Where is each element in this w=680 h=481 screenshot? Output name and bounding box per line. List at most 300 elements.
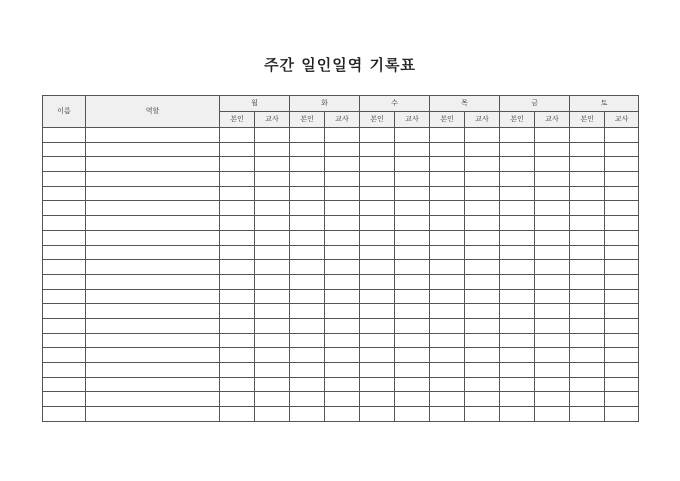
self-check-cell[interactable] bbox=[220, 363, 255, 378]
self-check-cell[interactable] bbox=[290, 318, 325, 333]
teacher-check-cell[interactable] bbox=[325, 201, 360, 216]
self-check-cell[interactable] bbox=[500, 260, 535, 275]
self-check-cell[interactable] bbox=[220, 230, 255, 245]
self-check-cell[interactable] bbox=[570, 274, 605, 289]
teacher-check-cell[interactable] bbox=[605, 333, 639, 348]
teacher-check-cell[interactable] bbox=[395, 157, 430, 172]
name-cell[interactable] bbox=[43, 363, 86, 378]
teacher-check-cell[interactable] bbox=[255, 407, 290, 422]
teacher-check-cell[interactable] bbox=[605, 245, 639, 260]
name-cell[interactable] bbox=[43, 260, 86, 275]
teacher-check-cell[interactable] bbox=[255, 260, 290, 275]
self-check-cell[interactable] bbox=[360, 186, 395, 201]
teacher-check-cell[interactable] bbox=[395, 407, 430, 422]
teacher-check-cell[interactable] bbox=[465, 289, 500, 304]
role-cell[interactable] bbox=[86, 201, 220, 216]
self-check-cell[interactable] bbox=[360, 348, 395, 363]
teacher-check-cell[interactable] bbox=[255, 392, 290, 407]
teacher-check-cell[interactable] bbox=[255, 274, 290, 289]
self-check-cell[interactable] bbox=[290, 304, 325, 319]
self-check-cell[interactable] bbox=[570, 289, 605, 304]
teacher-check-cell[interactable] bbox=[325, 377, 360, 392]
self-check-cell[interactable] bbox=[430, 201, 465, 216]
teacher-check-cell[interactable] bbox=[395, 230, 430, 245]
self-check-cell[interactable] bbox=[500, 186, 535, 201]
subheader-teacher: 교사 bbox=[255, 112, 290, 128]
teacher-check-cell[interactable] bbox=[605, 260, 639, 275]
name-cell[interactable] bbox=[43, 304, 86, 319]
teacher-check-cell[interactable] bbox=[605, 157, 639, 172]
self-check-cell[interactable] bbox=[360, 172, 395, 187]
self-check-cell[interactable] bbox=[430, 392, 465, 407]
self-check-cell[interactable] bbox=[570, 363, 605, 378]
self-check-cell[interactable] bbox=[430, 128, 465, 143]
teacher-check-cell[interactable] bbox=[395, 377, 430, 392]
teacher-check-cell[interactable] bbox=[535, 230, 570, 245]
role-cell[interactable] bbox=[86, 407, 220, 422]
teacher-check-cell[interactable] bbox=[535, 348, 570, 363]
teacher-check-cell[interactable] bbox=[605, 304, 639, 319]
teacher-check-cell[interactable] bbox=[465, 407, 500, 422]
self-check-cell[interactable] bbox=[570, 157, 605, 172]
role-cell[interactable] bbox=[86, 348, 220, 363]
teacher-check-cell[interactable] bbox=[325, 216, 360, 231]
table-row bbox=[43, 333, 639, 348]
teacher-check-cell[interactable] bbox=[255, 363, 290, 378]
teacher-check-cell[interactable] bbox=[255, 216, 290, 231]
teacher-check-cell[interactable] bbox=[535, 289, 570, 304]
teacher-check-cell[interactable] bbox=[325, 333, 360, 348]
name-cell[interactable] bbox=[43, 392, 86, 407]
teacher-check-cell[interactable] bbox=[605, 172, 639, 187]
teacher-check-cell[interactable] bbox=[535, 172, 570, 187]
self-check-cell[interactable] bbox=[500, 407, 535, 422]
self-check-cell[interactable] bbox=[500, 245, 535, 260]
teacher-check-cell[interactable] bbox=[395, 201, 430, 216]
self-check-cell[interactable] bbox=[290, 230, 325, 245]
self-check-cell[interactable] bbox=[290, 260, 325, 275]
self-check-cell[interactable] bbox=[570, 260, 605, 275]
table-row bbox=[43, 392, 639, 407]
role-cell[interactable] bbox=[86, 289, 220, 304]
teacher-check-cell[interactable] bbox=[535, 377, 570, 392]
teacher-check-cell[interactable] bbox=[465, 318, 500, 333]
self-check-cell[interactable] bbox=[360, 230, 395, 245]
self-check-cell[interactable] bbox=[430, 377, 465, 392]
name-cell[interactable] bbox=[43, 377, 86, 392]
teacher-check-cell[interactable] bbox=[325, 128, 360, 143]
self-check-cell[interactable] bbox=[220, 377, 255, 392]
teacher-check-cell[interactable] bbox=[605, 392, 639, 407]
teacher-check-cell[interactable] bbox=[465, 230, 500, 245]
self-check-cell[interactable] bbox=[570, 318, 605, 333]
self-check-cell[interactable] bbox=[220, 216, 255, 231]
self-check-cell[interactable] bbox=[360, 363, 395, 378]
self-check-cell[interactable] bbox=[500, 157, 535, 172]
teacher-check-cell[interactable] bbox=[325, 186, 360, 201]
teacher-check-cell[interactable] bbox=[465, 363, 500, 378]
teacher-check-cell[interactable] bbox=[535, 157, 570, 172]
teacher-check-cell[interactable] bbox=[605, 348, 639, 363]
self-check-cell[interactable] bbox=[500, 216, 535, 231]
table-row bbox=[43, 363, 639, 378]
self-check-cell[interactable] bbox=[220, 304, 255, 319]
teacher-check-cell[interactable] bbox=[465, 157, 500, 172]
self-check-cell[interactable] bbox=[360, 333, 395, 348]
teacher-check-cell[interactable] bbox=[395, 318, 430, 333]
name-cell[interactable] bbox=[43, 333, 86, 348]
teacher-check-cell[interactable] bbox=[325, 172, 360, 187]
self-check-cell[interactable] bbox=[360, 392, 395, 407]
self-check-cell[interactable] bbox=[220, 201, 255, 216]
teacher-check-cell[interactable] bbox=[325, 348, 360, 363]
teacher-check-cell[interactable] bbox=[605, 407, 639, 422]
self-check-cell[interactable] bbox=[220, 392, 255, 407]
self-check-cell[interactable] bbox=[430, 304, 465, 319]
self-check-cell[interactable] bbox=[570, 186, 605, 201]
name-cell[interactable] bbox=[43, 348, 86, 363]
self-check-cell[interactable] bbox=[220, 157, 255, 172]
self-check-cell[interactable] bbox=[430, 348, 465, 363]
teacher-check-cell[interactable] bbox=[535, 260, 570, 275]
teacher-check-cell[interactable] bbox=[395, 260, 430, 275]
teacher-check-cell[interactable] bbox=[325, 260, 360, 275]
self-check-cell[interactable] bbox=[570, 392, 605, 407]
teacher-check-cell[interactable] bbox=[395, 172, 430, 187]
teacher-check-cell[interactable] bbox=[325, 274, 360, 289]
self-check-cell[interactable] bbox=[290, 348, 325, 363]
teacher-check-cell[interactable] bbox=[395, 348, 430, 363]
self-check-cell[interactable] bbox=[570, 333, 605, 348]
self-check-cell[interactable] bbox=[290, 142, 325, 157]
self-check-cell[interactable] bbox=[570, 216, 605, 231]
teacher-check-cell[interactable] bbox=[255, 128, 290, 143]
teacher-check-cell[interactable] bbox=[535, 245, 570, 260]
self-check-cell[interactable] bbox=[220, 274, 255, 289]
self-check-cell[interactable] bbox=[500, 318, 535, 333]
teacher-check-cell[interactable] bbox=[395, 333, 430, 348]
self-check-cell[interactable] bbox=[360, 304, 395, 319]
self-check-cell[interactable] bbox=[570, 201, 605, 216]
teacher-check-cell[interactable] bbox=[395, 274, 430, 289]
teacher-check-cell[interactable] bbox=[465, 333, 500, 348]
self-check-cell[interactable] bbox=[220, 245, 255, 260]
teacher-check-cell[interactable] bbox=[465, 260, 500, 275]
self-check-cell[interactable] bbox=[430, 216, 465, 231]
self-check-cell[interactable] bbox=[430, 289, 465, 304]
name-cell[interactable] bbox=[43, 186, 86, 201]
teacher-check-cell[interactable] bbox=[255, 318, 290, 333]
teacher-check-cell[interactable] bbox=[325, 363, 360, 378]
teacher-check-cell[interactable] bbox=[395, 186, 430, 201]
teacher-check-cell[interactable] bbox=[255, 230, 290, 245]
table-row bbox=[43, 377, 639, 392]
self-check-cell[interactable] bbox=[290, 377, 325, 392]
role-cell[interactable] bbox=[86, 157, 220, 172]
self-check-cell[interactable] bbox=[360, 128, 395, 143]
table-row bbox=[43, 216, 639, 231]
teacher-check-cell[interactable] bbox=[395, 289, 430, 304]
self-check-cell[interactable] bbox=[430, 407, 465, 422]
teacher-check-cell[interactable] bbox=[465, 392, 500, 407]
teacher-check-cell[interactable] bbox=[535, 128, 570, 143]
teacher-check-cell[interactable] bbox=[465, 245, 500, 260]
subheader-teacher: 교사 bbox=[325, 112, 360, 128]
teacher-check-cell[interactable] bbox=[395, 142, 430, 157]
self-check-cell[interactable] bbox=[290, 172, 325, 187]
role-cell[interactable] bbox=[86, 333, 220, 348]
role-cell[interactable] bbox=[86, 363, 220, 378]
teacher-check-cell[interactable] bbox=[465, 172, 500, 187]
self-check-cell[interactable] bbox=[500, 392, 535, 407]
name-cell[interactable] bbox=[43, 289, 86, 304]
teacher-check-cell[interactable] bbox=[465, 274, 500, 289]
teacher-check-cell[interactable] bbox=[325, 318, 360, 333]
table-row bbox=[43, 245, 639, 260]
self-check-cell[interactable] bbox=[220, 348, 255, 363]
self-check-cell[interactable] bbox=[500, 172, 535, 187]
teacher-check-cell[interactable] bbox=[465, 186, 500, 201]
role-cell[interactable] bbox=[86, 230, 220, 245]
self-check-cell[interactable] bbox=[570, 245, 605, 260]
teacher-check-cell[interactable] bbox=[605, 274, 639, 289]
teacher-check-cell[interactable] bbox=[395, 392, 430, 407]
self-check-cell[interactable] bbox=[290, 157, 325, 172]
name-cell[interactable] bbox=[43, 407, 86, 422]
teacher-check-cell[interactable] bbox=[605, 289, 639, 304]
subheader-teacher: 교사 bbox=[535, 112, 570, 128]
self-check-cell[interactable] bbox=[360, 245, 395, 260]
teacher-check-cell[interactable] bbox=[255, 289, 290, 304]
self-check-cell[interactable] bbox=[500, 363, 535, 378]
role-cell[interactable] bbox=[86, 128, 220, 143]
self-check-cell[interactable] bbox=[570, 128, 605, 143]
name-cell[interactable] bbox=[43, 274, 86, 289]
self-check-cell[interactable] bbox=[500, 377, 535, 392]
name-cell[interactable] bbox=[43, 128, 86, 143]
role-cell[interactable] bbox=[86, 392, 220, 407]
table-row bbox=[43, 318, 639, 333]
teacher-check-cell[interactable] bbox=[535, 274, 570, 289]
self-check-cell[interactable] bbox=[500, 201, 535, 216]
self-check-cell[interactable] bbox=[220, 186, 255, 201]
teacher-check-cell[interactable] bbox=[255, 348, 290, 363]
teacher-check-cell[interactable] bbox=[605, 201, 639, 216]
self-check-cell[interactable] bbox=[360, 260, 395, 275]
self-check-cell[interactable] bbox=[430, 142, 465, 157]
record-rows bbox=[43, 128, 639, 422]
self-check-cell[interactable] bbox=[570, 407, 605, 422]
teacher-check-cell[interactable] bbox=[535, 392, 570, 407]
self-check-cell[interactable] bbox=[500, 333, 535, 348]
teacher-check-cell[interactable] bbox=[535, 142, 570, 157]
teacher-check-cell[interactable] bbox=[465, 142, 500, 157]
self-check-cell[interactable] bbox=[360, 201, 395, 216]
self-check-cell[interactable] bbox=[290, 186, 325, 201]
page-title: 주간 일인일역 기록표 bbox=[264, 56, 416, 74]
self-check-cell[interactable] bbox=[220, 318, 255, 333]
self-check-cell[interactable] bbox=[360, 377, 395, 392]
day-header-fri: 금 bbox=[500, 96, 570, 112]
name-cell[interactable] bbox=[43, 172, 86, 187]
self-check-cell[interactable] bbox=[570, 377, 605, 392]
self-check-cell[interactable] bbox=[360, 274, 395, 289]
self-check-cell[interactable] bbox=[430, 260, 465, 275]
self-check-cell[interactable] bbox=[360, 407, 395, 422]
teacher-check-cell[interactable] bbox=[325, 142, 360, 157]
teacher-check-cell[interactable] bbox=[535, 333, 570, 348]
self-check-cell[interactable] bbox=[430, 157, 465, 172]
table-row bbox=[43, 142, 639, 157]
teacher-check-cell[interactable] bbox=[255, 377, 290, 392]
teacher-check-cell[interactable] bbox=[535, 318, 570, 333]
subheader-self: 본인 bbox=[360, 112, 395, 128]
self-check-cell[interactable] bbox=[290, 407, 325, 422]
self-check-cell[interactable] bbox=[290, 274, 325, 289]
self-check-cell[interactable] bbox=[430, 274, 465, 289]
self-check-cell[interactable] bbox=[430, 245, 465, 260]
weekly-record-table bbox=[42, 95, 639, 422]
teacher-check-cell[interactable] bbox=[255, 157, 290, 172]
self-check-cell[interactable] bbox=[360, 142, 395, 157]
role-cell[interactable] bbox=[86, 172, 220, 187]
table-row bbox=[43, 128, 639, 143]
self-check-cell[interactable] bbox=[570, 142, 605, 157]
teacher-check-cell[interactable] bbox=[395, 128, 430, 143]
role-cell[interactable] bbox=[86, 186, 220, 201]
teacher-check-cell[interactable] bbox=[255, 201, 290, 216]
teacher-check-cell[interactable] bbox=[535, 363, 570, 378]
self-check-cell[interactable] bbox=[430, 230, 465, 245]
name-cell[interactable] bbox=[43, 142, 86, 157]
teacher-check-cell[interactable] bbox=[255, 245, 290, 260]
teacher-check-cell[interactable] bbox=[465, 128, 500, 143]
teacher-check-cell[interactable] bbox=[255, 333, 290, 348]
role-cell[interactable] bbox=[86, 304, 220, 319]
teacher-check-cell[interactable] bbox=[535, 186, 570, 201]
self-check-cell[interactable] bbox=[570, 230, 605, 245]
self-check-cell[interactable] bbox=[500, 289, 535, 304]
role-cell[interactable] bbox=[86, 216, 220, 231]
teacher-check-cell[interactable] bbox=[395, 363, 430, 378]
teacher-check-cell[interactable] bbox=[535, 407, 570, 422]
self-check-cell[interactable] bbox=[290, 201, 325, 216]
self-check-cell[interactable] bbox=[360, 318, 395, 333]
self-check-cell[interactable] bbox=[500, 274, 535, 289]
self-check-cell[interactable] bbox=[220, 128, 255, 143]
teacher-check-cell[interactable] bbox=[325, 157, 360, 172]
name-cell[interactable] bbox=[43, 245, 86, 260]
teacher-check-cell[interactable] bbox=[255, 172, 290, 187]
self-check-cell[interactable] bbox=[500, 304, 535, 319]
teacher-check-cell[interactable] bbox=[605, 377, 639, 392]
self-check-cell[interactable] bbox=[360, 157, 395, 172]
self-check-cell[interactable] bbox=[290, 363, 325, 378]
self-check-cell[interactable] bbox=[220, 407, 255, 422]
self-check-cell[interactable] bbox=[430, 172, 465, 187]
self-check-cell[interactable] bbox=[290, 333, 325, 348]
teacher-check-cell[interactable] bbox=[465, 201, 500, 216]
teacher-check-cell[interactable] bbox=[395, 304, 430, 319]
name-cell[interactable] bbox=[43, 216, 86, 231]
self-check-cell[interactable] bbox=[290, 289, 325, 304]
teacher-check-cell[interactable] bbox=[605, 216, 639, 231]
teacher-check-cell[interactable] bbox=[465, 304, 500, 319]
self-check-cell[interactable] bbox=[360, 289, 395, 304]
table-row bbox=[43, 289, 639, 304]
role-cell[interactable] bbox=[86, 318, 220, 333]
self-check-cell[interactable] bbox=[430, 186, 465, 201]
self-check-cell[interactable] bbox=[220, 333, 255, 348]
teacher-check-cell[interactable] bbox=[325, 245, 360, 260]
teacher-check-cell[interactable] bbox=[535, 216, 570, 231]
teacher-check-cell[interactable] bbox=[325, 230, 360, 245]
role-cell[interactable] bbox=[86, 377, 220, 392]
self-check-cell[interactable] bbox=[500, 142, 535, 157]
self-check-cell[interactable] bbox=[430, 333, 465, 348]
teacher-check-cell[interactable] bbox=[605, 318, 639, 333]
self-check-cell[interactable] bbox=[360, 216, 395, 231]
self-check-cell[interactable] bbox=[290, 216, 325, 231]
self-check-cell[interactable] bbox=[290, 245, 325, 260]
teacher-check-cell[interactable] bbox=[255, 304, 290, 319]
teacher-check-cell[interactable] bbox=[325, 407, 360, 422]
name-cell[interactable] bbox=[43, 230, 86, 245]
day-header-mon: 월 bbox=[220, 96, 290, 112]
name-cell[interactable] bbox=[43, 157, 86, 172]
teacher-check-cell[interactable] bbox=[325, 304, 360, 319]
self-check-cell[interactable] bbox=[570, 172, 605, 187]
teacher-check-cell[interactable] bbox=[605, 186, 639, 201]
teacher-check-cell[interactable] bbox=[535, 201, 570, 216]
day-header-tue: 화 bbox=[290, 96, 360, 112]
self-check-cell[interactable] bbox=[430, 363, 465, 378]
self-check-cell[interactable] bbox=[430, 318, 465, 333]
teacher-check-cell[interactable] bbox=[605, 363, 639, 378]
teacher-check-cell[interactable] bbox=[255, 186, 290, 201]
teacher-check-cell[interactable] bbox=[605, 142, 639, 157]
teacher-check-cell[interactable] bbox=[395, 245, 430, 260]
self-check-cell[interactable] bbox=[220, 289, 255, 304]
teacher-check-cell[interactable] bbox=[325, 392, 360, 407]
role-cell[interactable] bbox=[86, 260, 220, 275]
self-check-cell[interactable] bbox=[570, 304, 605, 319]
self-check-cell[interactable] bbox=[500, 348, 535, 363]
self-check-cell[interactable] bbox=[290, 392, 325, 407]
teacher-check-cell[interactable] bbox=[395, 216, 430, 231]
teacher-check-cell[interactable] bbox=[465, 348, 500, 363]
self-check-cell[interactable] bbox=[290, 128, 325, 143]
self-check-cell[interactable] bbox=[220, 142, 255, 157]
self-check-cell[interactable] bbox=[220, 260, 255, 275]
teacher-check-cell[interactable] bbox=[465, 377, 500, 392]
self-check-cell[interactable] bbox=[220, 172, 255, 187]
teacher-check-cell[interactable] bbox=[535, 304, 570, 319]
teacher-check-cell[interactable] bbox=[465, 216, 500, 231]
role-cell[interactable] bbox=[86, 142, 220, 157]
teacher-check-cell[interactable] bbox=[605, 128, 639, 143]
self-check-cell[interactable] bbox=[500, 128, 535, 143]
self-check-cell[interactable] bbox=[500, 230, 535, 245]
self-check-cell[interactable] bbox=[570, 348, 605, 363]
teacher-check-cell[interactable] bbox=[605, 230, 639, 245]
role-cell[interactable] bbox=[86, 245, 220, 260]
name-cell[interactable] bbox=[43, 318, 86, 333]
teacher-check-cell[interactable] bbox=[255, 142, 290, 157]
name-cell[interactable] bbox=[43, 201, 86, 216]
role-cell[interactable] bbox=[86, 274, 220, 289]
teacher-check-cell[interactable] bbox=[325, 289, 360, 304]
